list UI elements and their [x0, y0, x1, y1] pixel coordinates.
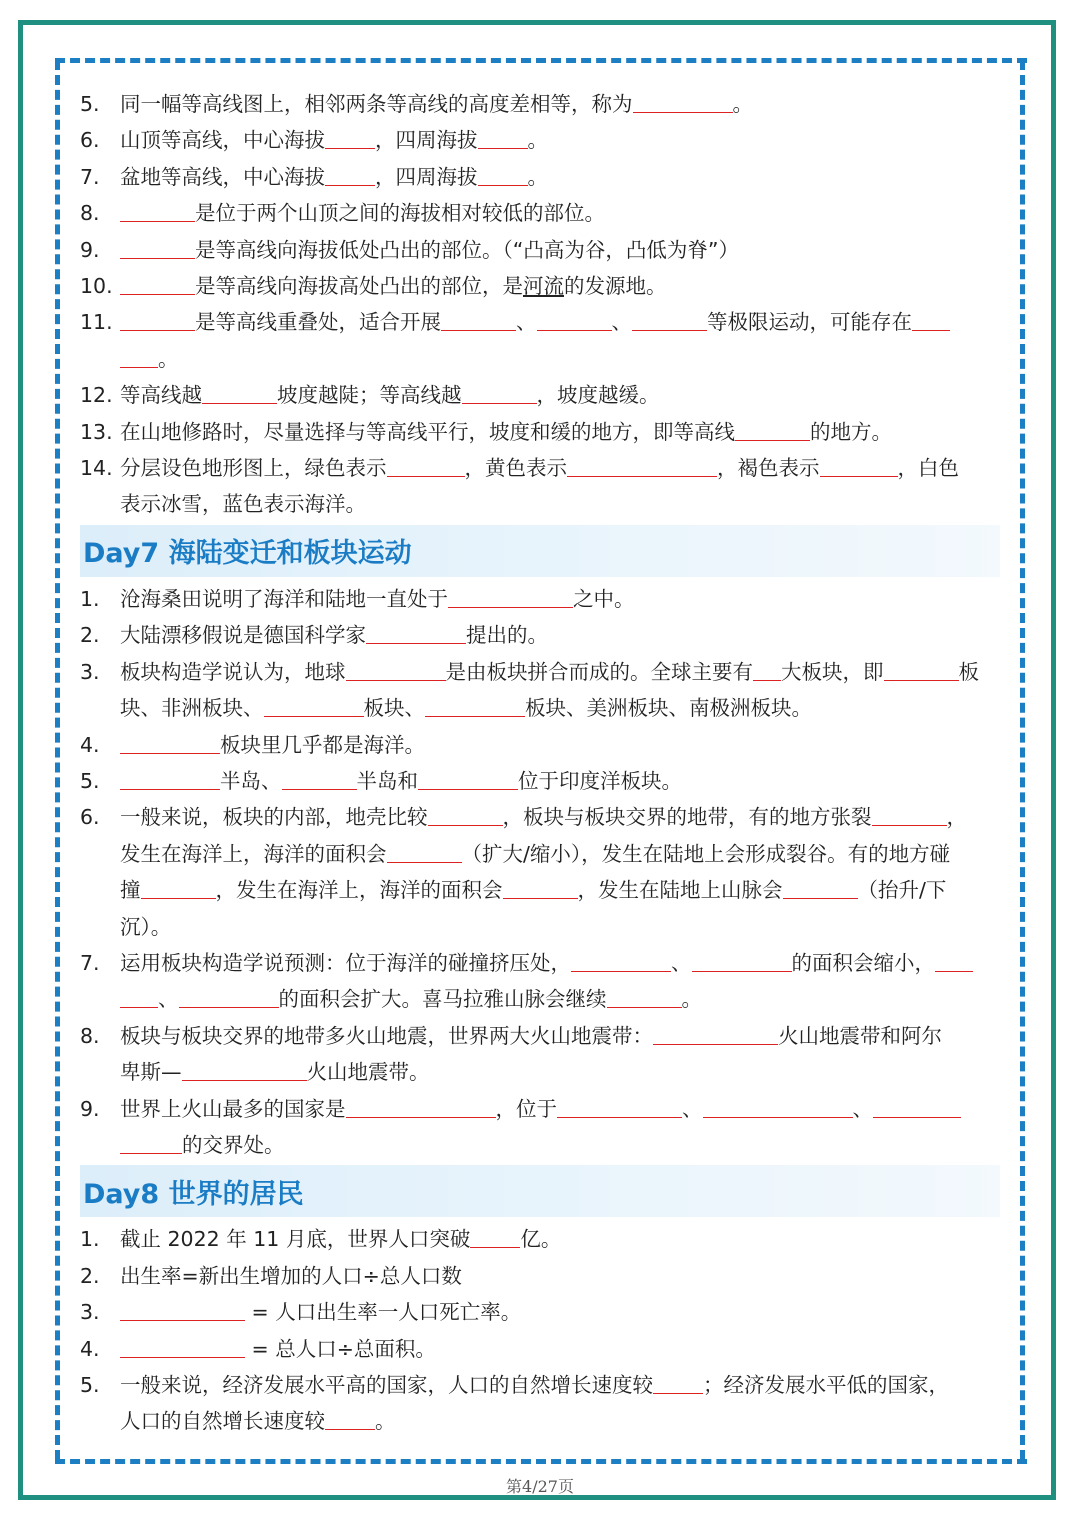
question-text: 块、非洲板块、	[120, 696, 264, 721]
question-item	[80, 268, 1000, 304]
question-item	[80, 86, 1000, 122]
section-title: Day8 世界的居民	[83, 1178, 304, 1210]
answer-blank[interactable]	[282, 769, 357, 790]
question-number: 7.	[80, 950, 100, 975]
question-text: 沉）。	[120, 914, 172, 939]
question-text: 、	[516, 310, 537, 335]
question-number: 2.	[80, 1263, 100, 1288]
dashed-frame-top	[55, 58, 1027, 63]
question-item	[80, 727, 1000, 763]
answer-blank[interactable]	[470, 1227, 520, 1248]
question-number: 5.	[80, 92, 100, 116]
question-text: 、	[852, 1096, 873, 1121]
question-text: 。	[375, 1409, 396, 1434]
section-header-day7	[80, 525, 1000, 577]
question-text: ，褐色表示	[717, 456, 820, 481]
answer-blank[interactable]	[537, 310, 612, 331]
answer-blank[interactable]	[884, 660, 959, 681]
answer-blank[interactable]	[120, 769, 220, 790]
question-text: 卑斯—	[120, 1060, 182, 1085]
question-item	[80, 377, 1000, 413]
question-item	[80, 450, 1000, 523]
question-text: 表示冰雪，蓝色表示海洋。	[120, 492, 366, 517]
answer-blank[interactable]	[632, 310, 707, 331]
answer-blank[interactable]	[120, 347, 158, 368]
question-text: ，白色	[897, 456, 959, 481]
answer-blank[interactable]	[935, 951, 973, 972]
question-text: 山顶等高线，中心海拔	[120, 128, 325, 153]
question-list-day8	[80, 1221, 1000, 1439]
question-text: ，	[946, 805, 967, 830]
question-text: 撞	[120, 878, 141, 903]
question-text: 火山地震带。	[306, 1060, 430, 1085]
question-text: 运用板块构造学说预测：位于海洋的碰撞挤压处，	[120, 950, 571, 975]
answer-blank[interactable]	[202, 383, 277, 404]
question-item	[80, 654, 1000, 727]
question-number: 4.	[80, 732, 100, 757]
question-text: 一般来说，经济发展水平高的国家，人口的自然增长速度较	[120, 1373, 653, 1397]
question-item	[80, 799, 1000, 945]
question-text: 板块与板块交界的地带多火山地震，世界两大火山地震带：	[120, 1023, 653, 1048]
question-text: （扩大/缩小），发生在陆地上会形成裂谷。有的地方碰	[461, 841, 951, 866]
question-text: 。	[681, 987, 702, 1012]
question-text: 是等高线重叠处，适合开展	[195, 310, 441, 335]
question-text: 火山地震带和阿尔	[778, 1023, 942, 1048]
answer-blank[interactable]	[179, 987, 279, 1008]
answer-blank[interactable]	[448, 587, 573, 608]
question-number: 11.	[80, 310, 113, 335]
answer-blank[interactable]	[428, 805, 503, 826]
question-text: （抬升/下	[857, 878, 947, 903]
answer-blank[interactable]	[120, 987, 158, 1008]
question-item	[80, 1221, 1000, 1257]
question-text: 。	[527, 164, 548, 189]
answer-blank[interactable]	[425, 696, 525, 717]
question-text: ，黄色表示	[464, 456, 567, 481]
question-text: 盆地等高线，中心海拔	[120, 164, 325, 189]
question-number: 9.	[80, 237, 100, 262]
answer-blank[interactable]	[571, 951, 671, 972]
question-list-contour	[80, 86, 1000, 523]
question-text: 人口的自然增长速度较	[120, 1409, 325, 1434]
question-text: 之中。	[573, 586, 635, 611]
answer-blank[interactable]	[653, 1373, 703, 1394]
question-text: 是位于两个山顶之间的海拔相对较低的部位。	[195, 201, 605, 226]
question-item	[80, 1294, 1000, 1330]
question-number: 7.	[80, 164, 100, 189]
answer-blank[interactable]	[346, 1097, 496, 1118]
answer-blank[interactable]	[325, 165, 375, 186]
question-text: 在山地修路时，尽量选择与等高线平行，坡度和缓的地方，即等高线	[120, 419, 735, 444]
question-number: 3.	[80, 659, 100, 684]
answer-blank[interactable]	[120, 1337, 245, 1358]
question-text: 是等高线向海拔高处凸出的部位，是	[195, 274, 523, 299]
question-number: 8.	[80, 1023, 100, 1048]
question-text: 是等高线向海拔低处凸出的部位。（“凸高为谷，凸低为脊”）	[195, 237, 739, 262]
question-text: = 总人口÷总面积。	[245, 1336, 436, 1361]
answer-blank[interactable]	[387, 842, 462, 863]
question-number: 2.	[80, 623, 100, 648]
question-text: 板块、美洲板块、南极洲板块。	[525, 696, 812, 721]
section-title: Day7 海陆变迁和板块运动	[83, 538, 412, 570]
question-item	[80, 1367, 1000, 1440]
question-item	[80, 232, 1000, 268]
question-text: 的面积会扩大。喜马拉雅山脉会继续	[278, 987, 607, 1012]
answer-blank[interactable]	[872, 805, 947, 826]
page-number: 第4/27页	[506, 1477, 574, 1496]
answer-blank[interactable]	[607, 987, 682, 1008]
question-text: 、	[682, 1096, 703, 1121]
question-text: 同一幅等高线图上，相邻两条等高线的高度差相等，称为	[120, 92, 633, 116]
question-item	[80, 122, 1000, 158]
dashed-frame-left	[55, 60, 60, 1460]
question-text: ，坡度越缓。	[536, 383, 660, 408]
question-text: 一般来说，板块的内部，地壳比较	[120, 805, 428, 830]
question-text: ，四周海拔	[375, 164, 478, 189]
question-number: 14.	[80, 456, 113, 481]
answer-blank[interactable]	[441, 310, 516, 331]
question-item	[80, 763, 1000, 799]
question-number: 5.	[80, 1373, 100, 1397]
question-number: 8.	[80, 201, 100, 226]
answer-blank[interactable]	[141, 878, 216, 899]
question-text: 。	[527, 128, 548, 153]
answer-blank[interactable]	[653, 1024, 778, 1045]
question-text: 沧海桑田说明了海洋和陆地一直处于	[120, 586, 448, 611]
question-item	[80, 1091, 1000, 1164]
answer-blank[interactable]	[557, 1097, 682, 1118]
answer-blank[interactable]	[346, 660, 446, 681]
question-number: 6.	[80, 128, 100, 153]
answer-blank[interactable]	[735, 420, 810, 441]
question-text: 的地方。	[810, 419, 892, 444]
answer-blank[interactable]	[753, 660, 781, 681]
question-number: 4.	[80, 1336, 100, 1361]
answer-blank[interactable]	[120, 310, 195, 331]
question-text: 出生率=新出生增加的人口÷总人口数	[120, 1263, 462, 1288]
question-item	[80, 414, 1000, 450]
answer-blank[interactable]	[120, 1133, 182, 1154]
question-number: 1.	[80, 586, 100, 611]
question-item	[80, 1258, 1000, 1294]
question-text: 板块、	[363, 696, 425, 721]
answer-blank[interactable]	[264, 696, 364, 717]
question-number: 5.	[80, 768, 100, 793]
answer-blank[interactable]	[567, 456, 717, 477]
answer-blank[interactable]	[478, 165, 528, 186]
question-text: 世界上火山最多的国家是	[120, 1096, 346, 1121]
question-text: 。	[158, 346, 179, 371]
question-number: 3.	[80, 1300, 100, 1325]
question-text: 的交界处。	[182, 1132, 285, 1157]
question-text: 位于印度洋板块。	[518, 768, 682, 793]
answer-blank[interactable]	[120, 238, 195, 259]
question-text: 板块里几乎都是海洋。	[220, 732, 425, 757]
question-text: ，位于	[495, 1096, 557, 1121]
question-text: ，发生在海洋上，海洋的面积会	[215, 878, 503, 903]
question-item	[80, 159, 1000, 195]
answer-blank[interactable]	[120, 274, 195, 295]
question-text: 分层设色地形图上，绿色表示	[120, 456, 387, 481]
question-text: 等极限运动，可能存在	[707, 310, 912, 335]
answer-blank[interactable]	[418, 769, 518, 790]
answer-blank[interactable]	[703, 1097, 853, 1118]
question-number: 13.	[80, 419, 113, 444]
question-item	[80, 1331, 1000, 1367]
answer-blank[interactable]	[182, 1060, 307, 1081]
worksheet-content	[80, 86, 1000, 1440]
answer-blank[interactable]	[120, 1300, 245, 1321]
question-text: 板块构造学说认为，地球	[120, 659, 346, 684]
answer-blank[interactable]	[783, 878, 858, 899]
question-text: 亿。	[520, 1227, 562, 1252]
question-text: 半岛、	[220, 768, 282, 793]
question-text: 是由板块拼合而成的。全球主要有	[445, 659, 753, 684]
question-text: 、	[671, 950, 692, 975]
question-text: 板	[958, 659, 979, 684]
answer-blank[interactable]	[462, 383, 537, 404]
question-number: 9.	[80, 1096, 100, 1121]
question-text: 大陆漂移假说是德国科学家	[120, 623, 366, 648]
question-text: 发生在海洋上，海洋的面积会	[120, 841, 387, 866]
question-text: 、	[158, 987, 179, 1012]
question-text: 。	[732, 92, 753, 116]
answer-blank[interactable]	[387, 456, 465, 477]
question-item	[80, 617, 1000, 653]
answer-blank[interactable]	[912, 310, 950, 331]
answer-blank[interactable]	[120, 733, 220, 754]
question-text: 的面积会缩小，	[791, 950, 935, 975]
answer-blank[interactable]	[820, 456, 898, 477]
question-text: 截止 2022 年 11 月底，世界人口突破	[120, 1227, 471, 1252]
question-text: ；经济发展水平低的国家，	[703, 1373, 949, 1397]
section-header-day8	[80, 1165, 1000, 1217]
question-text: 坡度越陡；等高线越	[277, 383, 462, 408]
question-text: ，四周海拔	[375, 128, 478, 153]
question-text: 提出的。	[466, 623, 548, 648]
question-item	[80, 195, 1000, 231]
answer-blank[interactable]	[366, 623, 466, 644]
answer-blank[interactable]	[478, 128, 528, 149]
question-number: 10.	[80, 274, 113, 299]
question-text: 的发源地。	[564, 274, 667, 299]
question-text: 等高线越	[120, 383, 202, 408]
answer-blank[interactable]	[325, 1409, 375, 1430]
question-item	[80, 304, 1000, 377]
answer-blank[interactable]	[692, 951, 792, 972]
question-number: 12.	[80, 383, 113, 408]
question-number: 6.	[80, 805, 100, 830]
answer-blank[interactable]	[325, 128, 375, 149]
dashed-frame-right	[1020, 60, 1025, 1460]
question-item	[80, 1018, 1000, 1091]
question-text: 、	[611, 310, 632, 335]
question-text: 大板块，即	[781, 659, 884, 684]
answer-blank[interactable]	[503, 878, 578, 899]
question-item	[80, 945, 1000, 1018]
answer-blank[interactable]	[873, 1097, 961, 1118]
underlined-term: 河流	[523, 274, 564, 299]
question-text: 半岛和	[356, 768, 418, 793]
question-text: = 人口出生率一人口死亡率。	[245, 1300, 522, 1325]
question-item	[80, 581, 1000, 617]
question-list-day7	[80, 581, 1000, 1164]
answer-blank[interactable]	[120, 201, 195, 222]
question-text: ，板块与板块交界的地带，有的地方张裂	[502, 805, 872, 830]
question-number: 1.	[80, 1227, 100, 1252]
answer-blank[interactable]	[633, 92, 733, 113]
question-text: ，发生在陆地上山脉会	[577, 878, 783, 903]
dashed-frame-bottom	[55, 1459, 1027, 1464]
